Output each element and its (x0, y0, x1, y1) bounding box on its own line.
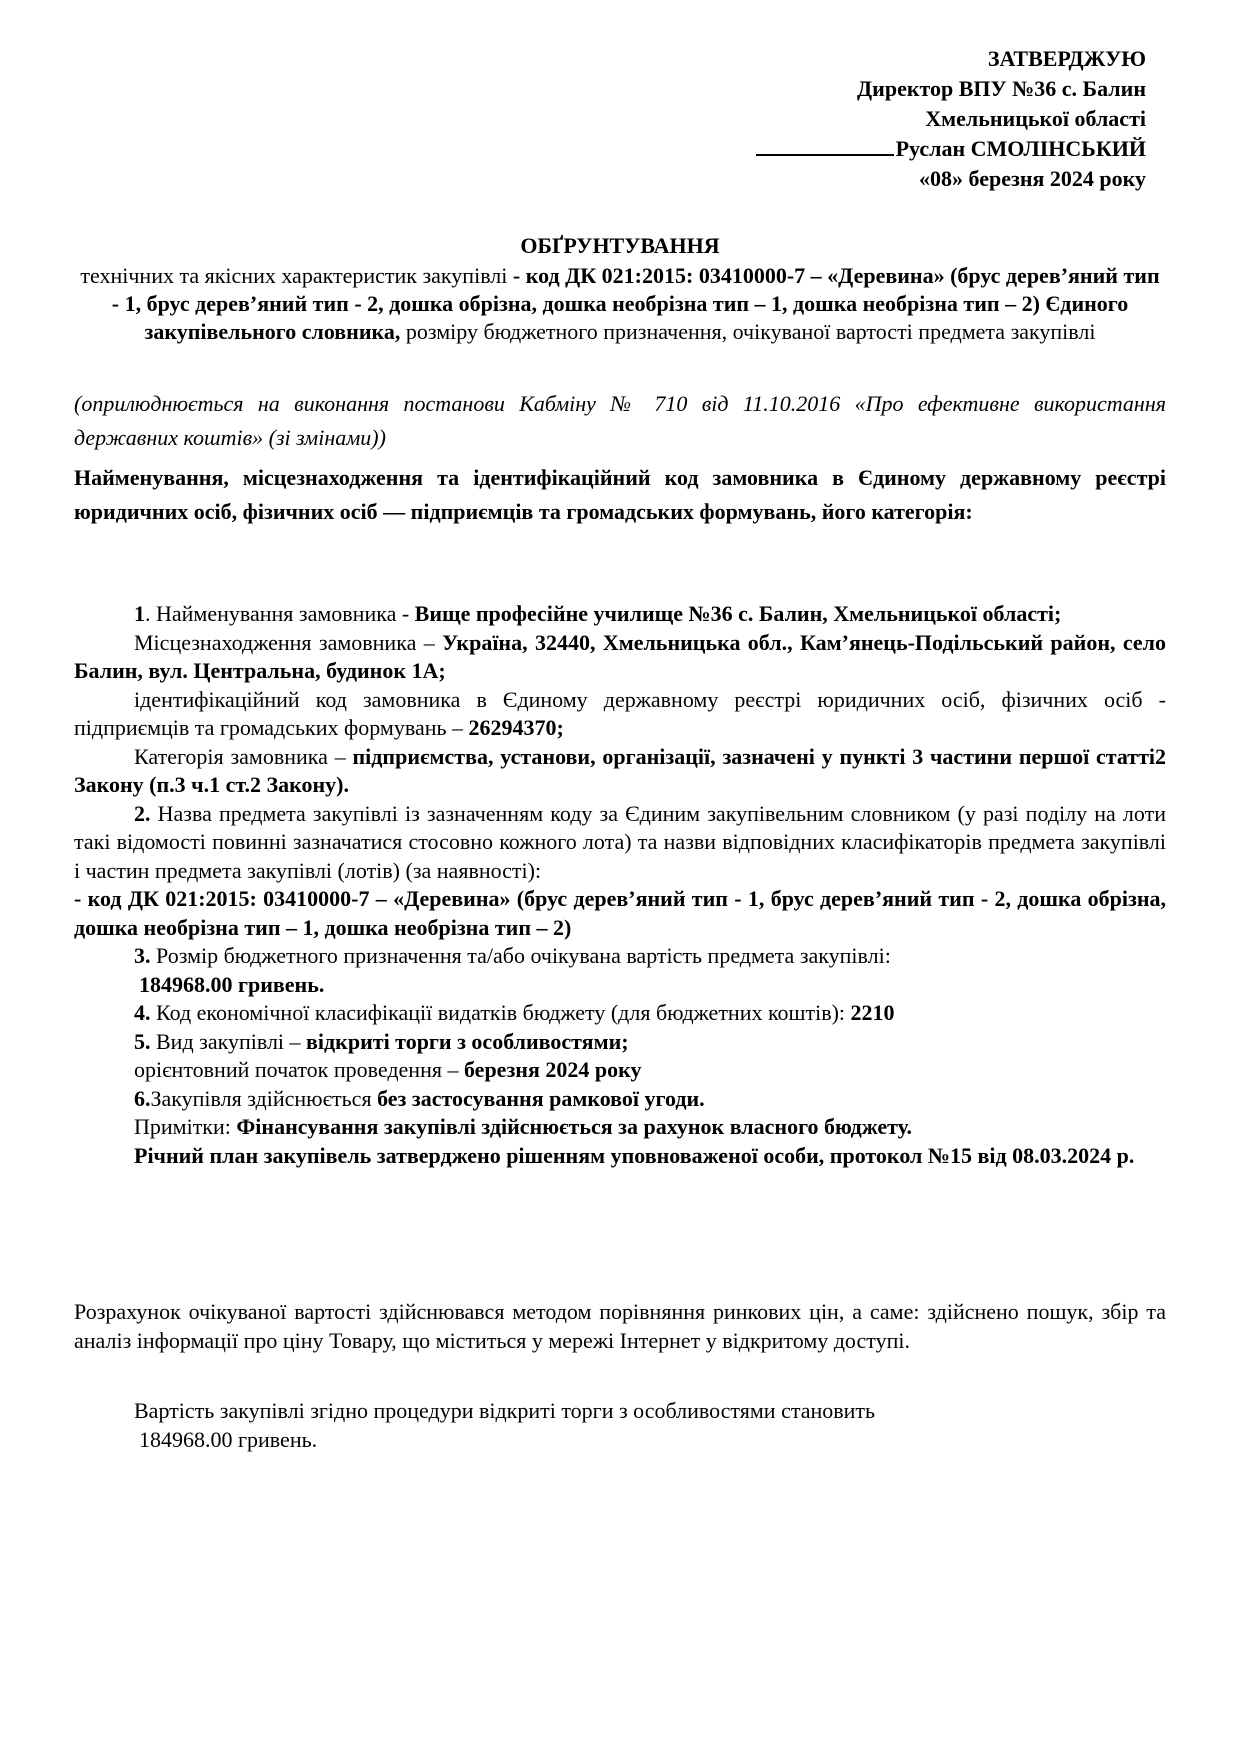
item-number: 1 (134, 601, 145, 626)
approval-position: Директор ВПУ №36 с. Балин (857, 76, 1146, 101)
item-label: Код економічної класифікації видатків бюджету (для бюджетних коштів): (150, 1000, 851, 1025)
subtitle-rest: розміру бюджетного призначення, очікуваної вартості предмета закупівлі (400, 319, 1096, 344)
item-label: орієнтовний початок проведення – (134, 1057, 464, 1082)
item-value: відкриті торги з особливостями; (306, 1028, 629, 1054)
approval-title: ЗАТВЕРДЖУЮ (987, 46, 1146, 71)
item-value: підприємства, установи, організації, зазначені у пункті 3 частини першої статті2 Закону (п.3 ч.1 ст.2 Закону). (74, 743, 1166, 797)
approval-block (756, 44, 1146, 194)
item-2-subject: - код ДК 021:2015: 03410000-7 – «Деревина» (брус дерев’яний тип - 1, брус дерев’яний тип - 2, дошка обрізна, дошка необрізна тип – 1, дошка необрізна тип – 2) (74, 886, 1166, 940)
item-label: Категорія замовника – (134, 743, 353, 769)
item-5-start (74, 1056, 1166, 1085)
approval-region: Хмельницької області (925, 106, 1146, 131)
item-number: 5. (134, 1028, 151, 1054)
item-number: 6. (134, 1085, 151, 1111)
notes-value: Фінансування закупівлі здійснюється за рахунок власного бюджету. (236, 1114, 912, 1139)
item-label: Назва предмета закупівлі із зазначенням коду за Єдиним закупівельним словником (у разі поділу на лоти такі відомості повинні зазначатися стосовно кожного лота) та назви відповідних класифікаторів предмета закупівлі і частин предмета закупівлі (лотів) (за наявності): (74, 800, 1166, 883)
document-body (74, 600, 1166, 1170)
notes-label: Примітки: (134, 1114, 237, 1139)
final-cost (134, 1396, 1134, 1454)
item-label: Місцезнаходження замовника – (134, 629, 443, 655)
item-label: Вид закупівлі – (150, 1028, 307, 1054)
approval-date: «08» березня 2024 року (919, 166, 1146, 191)
calculation-paragraph: Розрахунок очікуваної вартості здійснювався методом порівняння ринкових цін, а саме: здійснено пошук, збір та аналіз інформації про ціну Товару, що міститься у мережі Інтернет у відкритому доступі. (74, 1299, 1166, 1353)
item-value: 2210 (850, 1000, 895, 1025)
final-cost-text: Вартість закупівлі згідно процедури відкриті торги з особливостями становить (134, 1398, 876, 1423)
annual-plan: Річний план закупівель затверджено рішенням уповноваженої особи, протокол №15 від 08.03.2024 р. (134, 1142, 1135, 1168)
notes (74, 1113, 1166, 1142)
item-1-id-code (74, 686, 1166, 743)
publication-note: (оприлюднюється на виконання постанови Кабміну № 710 від 11.10.2016 «Про ефективне використання державних коштів» (зі змінами)) (74, 391, 1166, 450)
item-value: Україна, 32440, Хмельницька обл., Кам’янець-Подільський район, село Балин, вул. Центральна, будинок 1А; (74, 629, 1166, 683)
item-label: Закупівля здійснюється (150, 1085, 378, 1111)
document-subtitle (74, 262, 1166, 346)
item-value: без застосування рамкової угоди. (377, 1085, 705, 1111)
approval-signatory: Руслан СМОЛІНСЬКИЙ (895, 136, 1146, 161)
item-label: Розмір бюджетного призначення та/або очікувана вартість предмета закупівлі: (150, 943, 891, 968)
item-number: 3. (134, 943, 151, 968)
item-1-category (74, 743, 1166, 800)
item-value: 26294370; (468, 715, 564, 740)
item-6-framework (74, 1085, 1166, 1114)
requirements-title: Найменування, місцезнаходження та ідентифікаційний код замовника в Єдиному державному реєстрі юридичних осіб, фізичних осіб — підприємців та громадських формувань, його категорія: (74, 465, 1166, 524)
item-label: . Найменування замовника - (145, 601, 415, 626)
subtitle-code: - код ДК 021:2015: 03410000-7 – «Деревина» (брус дерев’яний тип - 1, брус дерев’яний тип - 2, дошка обрізна, дошка необрізна тип – 1, дошка необрізна тип – 2) Єдиного закупівельного словника, (111, 263, 1160, 344)
item-2-subject-label (74, 800, 1166, 886)
document-title: ОБҐРУНТУВАННЯ (520, 233, 720, 258)
item-number: 4. (134, 1000, 151, 1025)
document-heading (74, 232, 1166, 346)
item-3-budget-label (74, 942, 1166, 971)
item-1-customer-name (74, 600, 1166, 629)
item-5-procedure-type (74, 1028, 1166, 1057)
item-value: Вище професійне училище №36 с. Балин, Хмельницької області; (414, 601, 1062, 626)
item-label: ідентифікаційний код замовника в Єдиному державному реєстрі юридичних осіб, фізичних осіб - підприємців та громадських формувань – (74, 686, 1166, 740)
subtitle-intro: технічних та якісних характеристик закупівлі (80, 263, 513, 288)
signature-line (756, 136, 894, 156)
item-number: 2. (134, 800, 151, 826)
item-value: березня 2024 року (463, 1057, 642, 1082)
item-1-location (74, 629, 1166, 686)
item-3-budget: 184968.00 гривень. (139, 971, 325, 997)
approval-signature (756, 134, 1146, 164)
final-cost-amount: 184968.00 гривень. (139, 1427, 318, 1452)
item-4-kekv (74, 999, 1166, 1028)
